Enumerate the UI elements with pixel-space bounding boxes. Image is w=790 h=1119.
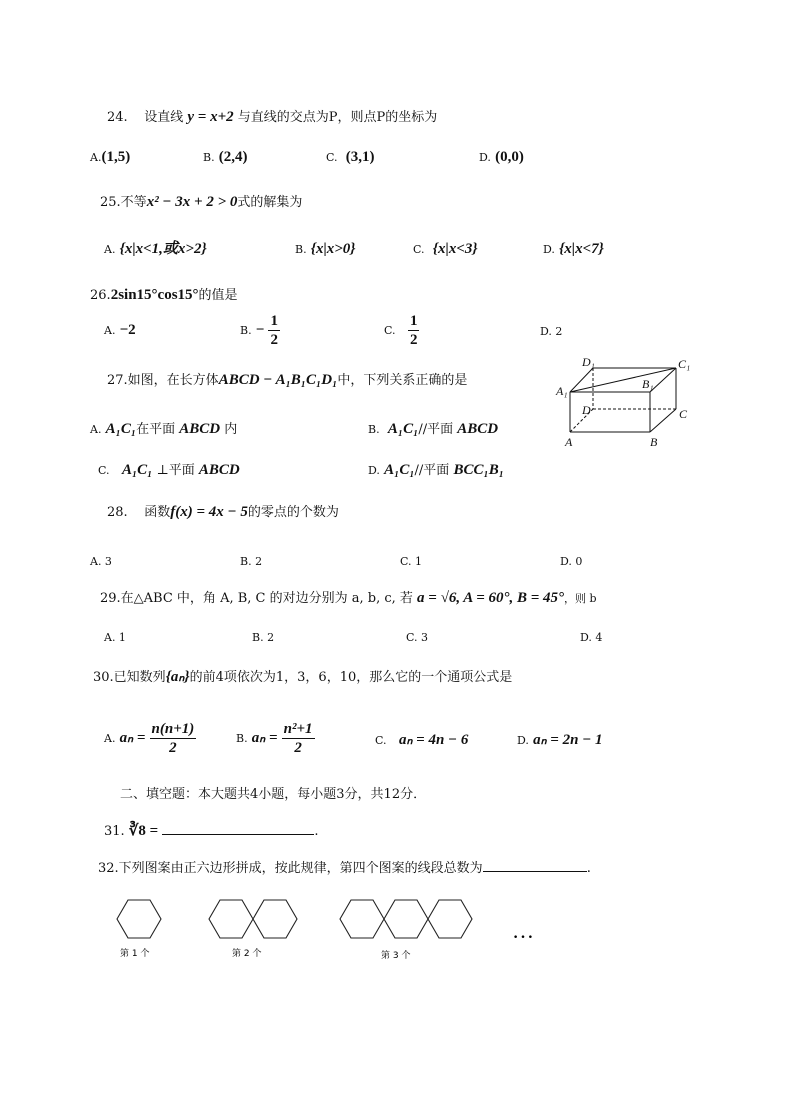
q26-option-b[interactable]: B. − $\frac{1}{2}$ bbox=[240, 313, 278, 348]
q32-answer-blank[interactable] bbox=[483, 857, 587, 872]
q25-option-b[interactable]: B. {x|x>0} bbox=[295, 241, 356, 257]
q25-option-a-value: {x|x<1,或x>2} bbox=[119, 241, 207, 257]
q24-option-b[interactable]: B. (2,4) bbox=[203, 149, 248, 165]
q30-stem: 30.已知数列{aₙ}的前4项依次为1，3，6，10，那么它的一个通项公式是 bbox=[93, 669, 513, 685]
q31-stem: 31. ∛8 = . bbox=[104, 820, 318, 842]
section-2-heading: 二、填空题：本大题共4小题，每小题3分，共12分． bbox=[120, 787, 427, 802]
q26-option-a-value: −2 bbox=[119, 322, 136, 338]
q26-option-a[interactable]: A. −2 bbox=[104, 322, 136, 338]
q30-option-d[interactable]: D. aₙ = 2n − 1 bbox=[517, 732, 603, 748]
q27-option-b[interactable]: B. A₁C₁//平面 ABCD bbox=[368, 421, 499, 437]
q31-answer-blank[interactable] bbox=[162, 820, 314, 835]
q24-option-a-value: (1,5) bbox=[101, 149, 131, 165]
q26-option-d[interactable]: D. 2 bbox=[540, 325, 563, 338]
figure-1-caption: 第 1 个 bbox=[120, 949, 150, 959]
figure-2-hexagon-2 bbox=[253, 900, 297, 938]
figure-3-hexagon-2 bbox=[384, 900, 428, 938]
q27-option-d[interactable]: D. A₁C₁//平面 BCC₁B₁ bbox=[368, 462, 504, 478]
q30-option-c[interactable]: C. aₙ = 4n − 6 bbox=[375, 732, 469, 748]
q25-option-b-value: {x|x>0} bbox=[310, 241, 356, 257]
q25-option-d-value: {x|x<7} bbox=[559, 241, 604, 257]
q24-option-a[interactable]: A.(1,5) bbox=[90, 149, 131, 165]
figure-3-caption: 第 3 个 bbox=[381, 951, 411, 961]
q24-text-2: 与直线的交点为P，则点P的坐标为 bbox=[237, 110, 438, 125]
q27-option-a[interactable]: A. A₁C₁在平面 ABCD 内 bbox=[90, 421, 238, 437]
q28-option-d[interactable]: D. 0 bbox=[560, 555, 583, 568]
q26-option-c[interactable]: C. $\frac{1}{2}$ bbox=[384, 313, 418, 348]
q32-stem: 32.下列图案由正六边形拼成，按此规律，第四个图案的线段总数为 . bbox=[98, 857, 591, 879]
q27-option-c[interactable]: C. A₁C₁ ⊥平面 ABCD bbox=[98, 462, 240, 478]
q29-option-c[interactable]: C. 3 bbox=[406, 631, 429, 644]
figure-3-hexagon-3 bbox=[428, 900, 472, 938]
cuboid-figure bbox=[552, 352, 702, 452]
q26-option-c-fraction: $\frac{1}{2}$ bbox=[409, 313, 418, 348]
label-b: B bbox=[650, 435, 658, 449]
edge-bc bbox=[650, 409, 676, 432]
q24-option-c[interactable]: C. (3,1) bbox=[326, 149, 375, 165]
q25-option-c-value: {x|x<3} bbox=[432, 241, 478, 257]
label-d: D bbox=[582, 403, 591, 417]
q31-math: ∛8 = bbox=[128, 823, 159, 839]
q30-option-a[interactable]: A. aₙ = $\frac{n(n+1)}{2}$ bbox=[104, 721, 195, 756]
q25-math: x² − 3x + 2 > 0 bbox=[146, 194, 238, 210]
q30-option-b-fraction: $\frac{\text{n²+1}}{2}$ bbox=[283, 721, 313, 756]
q25-option-c[interactable]: C. {x|x<3} bbox=[413, 241, 478, 257]
label-b1: B₁ bbox=[642, 377, 654, 391]
q24-option-d[interactable]: D. (0,0) bbox=[479, 149, 524, 165]
q30-math: {aₙ} bbox=[165, 669, 190, 685]
q25-option-a[interactable]: A. {x|x<1,或x>2} bbox=[104, 241, 207, 257]
q24-math: y = x+2 bbox=[187, 109, 234, 125]
q26-option-b-fraction: $\frac{1}{2}$ bbox=[270, 313, 278, 348]
figure-2-caption: 第 2 个 bbox=[232, 949, 262, 959]
q30-option-a-fraction: $\frac{n(n+1)}{2}$ bbox=[151, 721, 195, 756]
q28-math: f(x) = 4x − 5 bbox=[170, 504, 248, 520]
ellipsis: … bbox=[512, 918, 534, 943]
q29-stem: 29.在△ABC 中，角 A, B, C 的对边分别为 a, b, c, 若 a = √6, A = 60°, B = 45°，则 b bbox=[100, 590, 597, 606]
q24-option-b-value: (2,4) bbox=[218, 149, 248, 165]
q24-text: 设直线 bbox=[144, 110, 184, 125]
figure-2-hexagon-1 bbox=[209, 900, 253, 938]
figure-1-hexagon bbox=[117, 900, 161, 938]
q29-option-b[interactable]: B. 2 bbox=[252, 631, 275, 644]
edge-a1d1 bbox=[570, 368, 593, 392]
q24-stem bbox=[107, 107, 437, 128]
q28-option-a[interactable]: A. 3 bbox=[90, 555, 112, 568]
edge-b1c1 bbox=[650, 368, 676, 392]
q25-stem: 25.不等x² − 3x + 2 > 0式的解集为 bbox=[100, 194, 303, 210]
hexagon-pattern-figure bbox=[100, 888, 560, 968]
q28-option-c[interactable]: C. 1 bbox=[400, 555, 423, 568]
figure-3-hexagon-1 bbox=[340, 900, 384, 938]
label-c1: C₁ bbox=[678, 357, 691, 371]
label-a1: A₁ bbox=[556, 384, 568, 398]
q25-option-d[interactable]: D. {x|x<7} bbox=[543, 241, 604, 257]
label-d1: D₁ bbox=[582, 355, 595, 369]
label-a: A bbox=[565, 435, 573, 449]
q24-option-c-value: (3,1) bbox=[345, 149, 375, 165]
q29-option-d[interactable]: D. 4 bbox=[580, 631, 603, 644]
q27-math: ABCD − A₁B₁C₁D₁ bbox=[218, 372, 338, 388]
q30-option-b[interactable]: B. aₙ = $\frac{\text{n²+1}}{2}$ bbox=[236, 721, 313, 756]
q29-option-a[interactable]: A. 1 bbox=[104, 631, 126, 644]
q27-stem: 27.如图，在长方体ABCD − A₁B₁C₁D₁中，下列关系正确的是 bbox=[107, 372, 468, 388]
q28-option-b[interactable]: B. 2 bbox=[240, 555, 263, 568]
q29-math: a = √6, A = 60°, B = 45° bbox=[417, 590, 565, 606]
diagonal-a1c1 bbox=[570, 368, 676, 392]
label-c: C bbox=[679, 407, 688, 421]
q24-number: 24. bbox=[107, 110, 128, 125]
q24-option-d-value: (0,0) bbox=[495, 149, 524, 165]
q28-stem: 28. 函数f(x) = 4x − 5的零点的个数为 bbox=[107, 504, 339, 520]
q26-stem: 26.2sin15°cos15°的值是 bbox=[90, 287, 238, 303]
q26-math: 2sin15°cos15° bbox=[110, 287, 199, 303]
